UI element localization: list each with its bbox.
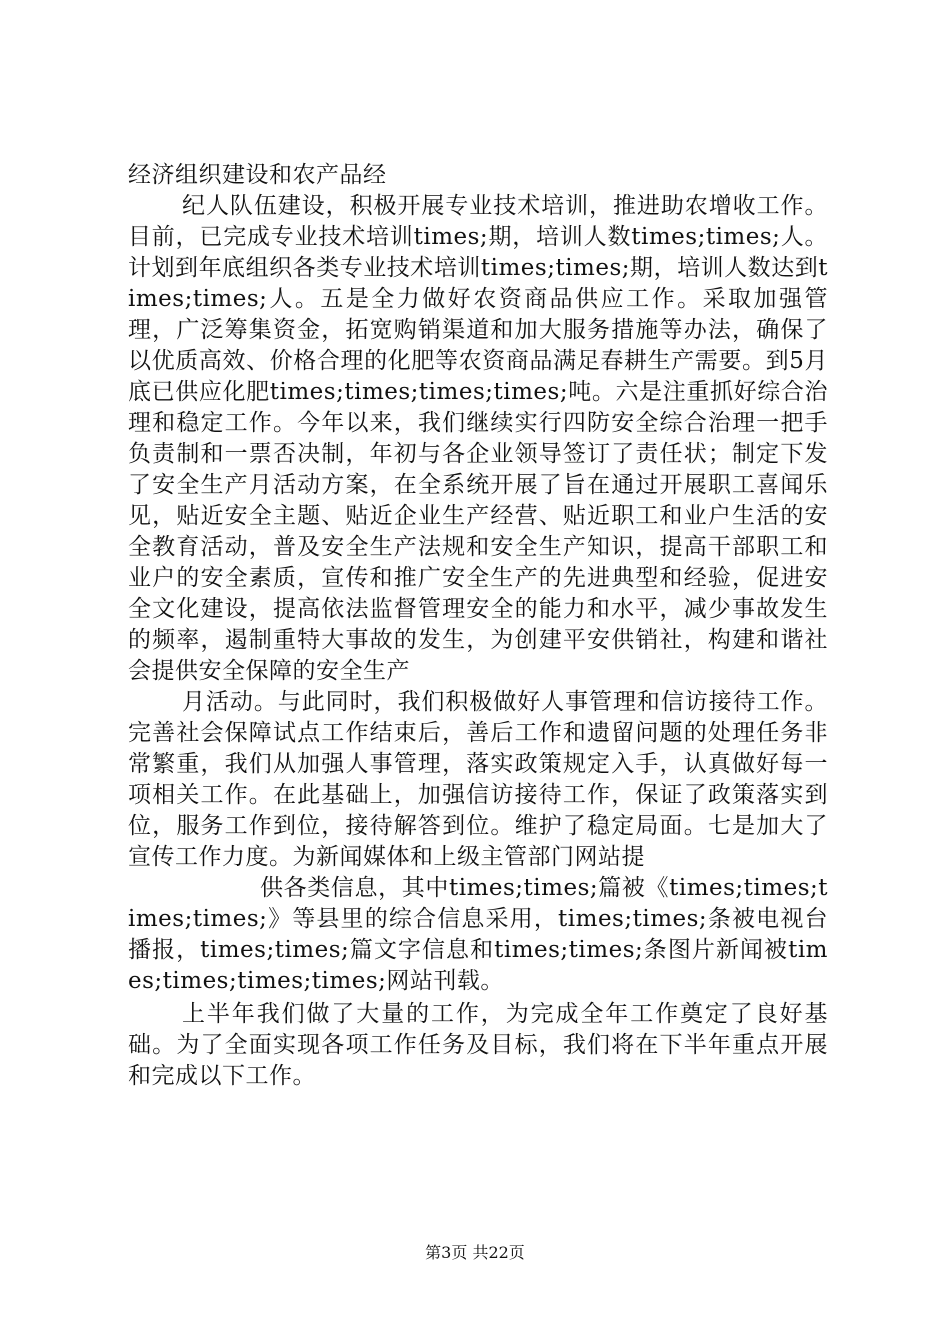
- page-number-footer: 第3页 共22页: [425, 1243, 525, 1262]
- paragraph-3: 月活动。与此同时，我们积极做好人事管理和信访接待工作。完善社会保障试点工作结束后，善后工作和遗留问题的处理任务非常繁重，我们从加强人事管理，落实政策规定入手，认真做好每一项相关工作。在此基础上，加强信访接待工作，保证了政策落实到位，服务工作到位，接待解答到位。维护了稳定局面。七是加大了宣传工作力度。为新闻媒体和上级主管部门网站提: [128, 689, 828, 870]
- paragraph-5: 上半年我们做了大量的工作，为完成全年工作奠定了良好基础。为了全面实现各项工作任务及目标，我们将在下半年重点开展和完成以下工作。: [128, 1001, 828, 1089]
- document-body: [128, 160, 828, 1092]
- paragraph-4: 供各类信息，其中times;times;篇被《times;times;times;times;》等县里的综合信息采用，times;times;条被电视台播报，times;times;篇文字信息和times;times;条图片新闻被times;times;times;times;网站刊载。: [128, 875, 828, 994]
- paragraph-2: 纪人队伍建设，积极开展专业技术培训，推进助农增收工作。目前，已完成专业技术培训times;期，培训人数times;times;人。计划到年底组织各类专业技术培训times;times;期，培训人数达到times;times;人。五是全力做好农资商品供应工作。采取加强管理，广泛筹集资金，拓宽购销渠道和加大服务措施等办法，确保了以优质高效、价格合理的化肥等农资商品满足春耕生产需要。到5月底已供应化肥times;times;times;times;吨。六是注重抓好综合治理和稳定工作。今年以来，我们继续实行四防安全综合治理一把手负责制和一票否决制，年初与各企业领导签订了责任状；制定下发了安全生产月活动方案，在全系统开展了旨在通过开展职工喜闻乐见，贴近安全主题、贴近企业生产经营、贴近职工和业户生活的安全教育活动，普及安全生产法规和安全生产知识，提高干部职工和业户的安全素质，宣传和推广安全生产的先进典型和经验，促进安全文化建设，提高依法监督管理安全的能力和水平，减少事故发生的频率，遏制重特大事故的发生，为创建平安供销社，构建和谐社会提供安全保障的安全生产: [128, 193, 828, 684]
- paragraph-1: 经济组织建设和农产品经: [128, 162, 387, 188]
